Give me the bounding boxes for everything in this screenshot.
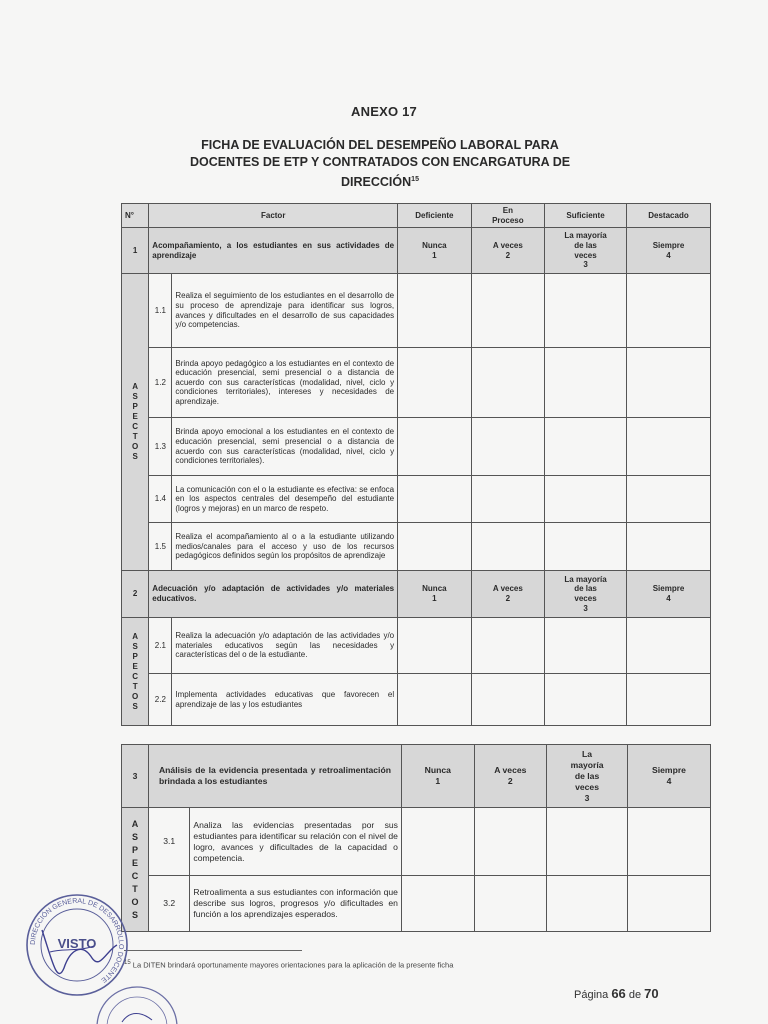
rating-cell-en-proceso[interactable] — [474, 876, 547, 932]
stamp-ring-text: DIRECCIÓN GENERAL DE DESARROLLO DOCENTE — [29, 897, 125, 984]
rating-cell-deficiente[interactable] — [401, 808, 474, 876]
scale-mayoria-value: 3 — [583, 260, 588, 270]
section-title: Análisis de la evidencia presentada y retroalimentación brindada a los estudiantes — [148, 745, 401, 808]
aspectos-letter: E — [132, 412, 138, 421]
scale-siempre — [626, 228, 710, 274]
section-number: 3 — [122, 745, 149, 808]
document-title — [150, 137, 610, 191]
scale-nunca-value: 1 — [432, 594, 437, 603]
stamp-visto-text: VISTO — [57, 936, 97, 951]
section-row-2 — [122, 571, 711, 618]
aspectos-letter: C — [132, 671, 139, 681]
scale-a-veces-label: A veces — [494, 765, 527, 775]
item-row-1-5 — [122, 523, 711, 571]
footnote — [124, 960, 453, 970]
rating-cell-en-proceso[interactable] — [471, 618, 544, 674]
rating-cell-deficiente[interactable] — [398, 274, 471, 348]
aspectos-vertical-label — [122, 618, 149, 726]
title-line-1: FICHA DE EVALUACIÓN DEL DESEMPEÑO LABORAL PARA — [201, 138, 559, 152]
rating-cell-en-proceso[interactable] — [471, 674, 544, 726]
rating-cell-destacado[interactable] — [626, 418, 710, 476]
en-proceso-line-2: Proceso — [492, 215, 524, 225]
col-num-header: N° — [122, 204, 149, 228]
rating-cell-en-proceso[interactable] — [471, 274, 544, 348]
scale-mayoria — [545, 228, 627, 274]
aspectos-letter: T — [132, 432, 138, 441]
scale-a-veces — [474, 745, 547, 808]
aspectos-letter: O — [131, 896, 139, 907]
item-code: 1.5 — [149, 523, 172, 571]
item-code: 2.2 — [149, 674, 172, 726]
rating-cell-destacado[interactable] — [627, 808, 710, 876]
item-code: 1.1 — [149, 274, 172, 348]
item-description: La comunicación con el o la estudiante es efectiva: se enfoca en los aspectos centrales del desempeño del estudiante (logros y mejoras) en un marco de respeto. — [172, 476, 398, 523]
aspectos-letter: E — [132, 661, 138, 671]
rating-cell-suficiente[interactable] — [545, 418, 627, 476]
scale-mayoria-label: La mayoría de las veces — [564, 574, 607, 603]
rating-cell-destacado[interactable] — [627, 876, 710, 932]
scale-a-veces-value: 2 — [505, 250, 511, 260]
secondary-stamp — [92, 982, 182, 1024]
aspectos-letter: O — [132, 691, 139, 701]
aspectos-letter: S — [131, 909, 138, 920]
page-of: de — [628, 989, 642, 1001]
aspectos-vertical-label — [122, 274, 149, 571]
rating-cell-en-proceso[interactable] — [471, 476, 544, 523]
rating-cell-destacado[interactable] — [626, 523, 710, 571]
header-row — [122, 204, 711, 228]
en-proceso-line-1: En — [502, 205, 513, 215]
rating-cell-deficiente[interactable] — [398, 476, 471, 523]
rating-cell-destacado[interactable] — [626, 476, 710, 523]
col-factor-header: Factor — [149, 204, 398, 228]
item-description: Realiza el acompañamiento al o a la estudiante utilizando medios/canales para el acceso y uso de los recursos pedagógicos definidos según los propósitos de aprendizaje — [172, 523, 398, 571]
rating-cell-destacado[interactable] — [626, 274, 710, 348]
footnote-divider — [124, 950, 302, 951]
page-number — [574, 986, 659, 1001]
scale-nunca — [398, 571, 471, 618]
aspectos-letter: A — [132, 631, 139, 641]
title-line-2: DOCENTES DE ETP Y CONTRATADOS CON ENCARGATURA DE — [189, 155, 571, 169]
scale-siempre — [626, 571, 710, 618]
rating-cell-suficiente[interactable] — [545, 348, 627, 418]
item-row-3-1 — [122, 808, 711, 876]
rating-cell-suficiente[interactable] — [545, 476, 627, 523]
rating-cell-destacado[interactable] — [626, 618, 710, 674]
aspectos-letter: C — [131, 870, 139, 881]
aspectos-letter: C — [132, 422, 139, 431]
aspectos-letter: S — [132, 641, 138, 651]
item-description: Implementa actividades educativas que favorecen el aprendizaje de las y los estudiantes — [172, 674, 398, 726]
rating-cell-en-proceso[interactable] — [471, 348, 544, 418]
section-number: 1 — [122, 228, 149, 274]
section-title: Acompañamiento, a los estudiantes en sus actividades de aprendizaje — [149, 228, 398, 274]
rating-cell-deficiente[interactable] — [398, 523, 471, 571]
scale-mayoria-value: 3 — [584, 792, 590, 803]
scale-siempre-value: 4 — [666, 776, 672, 786]
scale-a-veces — [471, 571, 544, 618]
item-row-2-1 — [122, 618, 711, 674]
scale-mayoria-label: La mayoría de las veces — [564, 231, 607, 260]
item-description: Retroalimenta a sus estudiantes con información que describe sus logros, progresos y/o dificultades en función a los aprendizajes esperados. — [190, 876, 402, 932]
evaluation-table-2 — [121, 744, 711, 932]
rating-cell-en-proceso[interactable] — [471, 523, 544, 571]
rating-cell-deficiente[interactable] — [398, 348, 471, 418]
rating-cell-deficiente[interactable] — [401, 876, 474, 932]
scale-mayoria — [547, 745, 628, 808]
item-row-1-4 — [122, 476, 711, 523]
col-suficiente-header: Suficiente — [545, 204, 627, 228]
item-description: Brinda apoyo emocional a los estudiantes en el contexto de educación presencial, semi presencial o a distancia de acuerdo con sus características (modalidad, nivel, ciclo y condiciones territoriales). — [172, 418, 398, 476]
scale-a-veces-label: A veces — [492, 584, 523, 594]
scale-nunca-label: Nunca — [424, 765, 451, 775]
footnote-number: 15 — [124, 960, 131, 966]
rating-cell-suficiente[interactable] — [547, 808, 628, 876]
item-description: Brinda apoyo pedagógico a los estudiantes en el contexto de educación presencial, semi presencial o a distancia de acuerdo con sus características (modalidad, nivel, ciclo y condiciones territoriales), intereses y necesidades de aprendizaje. — [172, 348, 398, 418]
item-code: 3.1 — [148, 808, 189, 876]
evaluation-table-1 — [121, 203, 711, 726]
rating-cell-deficiente[interactable] — [398, 418, 471, 476]
scale-mayoria — [545, 571, 627, 618]
col-en-proceso-header — [471, 204, 544, 228]
rating-cell-en-proceso[interactable] — [474, 808, 547, 876]
item-row-1-1 — [122, 274, 711, 348]
scale-siempre-label: Siempre — [652, 584, 685, 594]
item-row-2-2 — [122, 674, 711, 726]
item-row-1-2 — [122, 348, 711, 418]
scale-a-veces — [471, 228, 544, 274]
rating-cell-en-proceso[interactable] — [471, 418, 544, 476]
aspectos-letter: P — [131, 844, 138, 855]
title-line-3 — [150, 171, 610, 191]
item-code: 1.3 — [149, 418, 172, 476]
aspectos-letter: E — [131, 857, 138, 868]
rating-cell-suficiente[interactable] — [547, 876, 628, 932]
scale-siempre-value: 4 — [666, 594, 671, 603]
rating-cell-suficiente[interactable] — [545, 618, 627, 674]
rating-cell-suficiente[interactable] — [545, 274, 627, 348]
scale-nunca — [401, 745, 474, 808]
annex-heading: ANEXO 17 — [351, 104, 417, 119]
aspectos-letter: P — [132, 651, 138, 661]
aspectos-letter: A — [132, 382, 139, 391]
rating-cell-destacado[interactable] — [626, 674, 710, 726]
scale-nunca-value: 1 — [432, 250, 437, 260]
aspectos-letter: A — [131, 818, 139, 829]
aspectos-letter: O — [132, 442, 139, 451]
item-row-1-3 — [122, 418, 711, 476]
item-description: Realiza la adecuación y/o adaptación de las actividades y/o materiales educativos según las necesidades y características del o de la estudiante. — [172, 618, 398, 674]
rating-cell-suficiente[interactable] — [545, 523, 627, 571]
scale-a-veces-value: 2 — [507, 776, 513, 786]
scale-mayoria-label: La mayoría de las veces — [570, 748, 604, 792]
aspectos-letter: S — [132, 452, 138, 461]
scale-a-veces-label: A veces — [492, 240, 523, 250]
rating-cell-destacado[interactable] — [626, 348, 710, 418]
aspectos-letter: S — [131, 831, 138, 842]
aspectos-letter: T — [132, 883, 138, 894]
scale-siempre-value: 4 — [666, 250, 671, 260]
scale-siempre-label: Siempre — [652, 765, 686, 775]
rating-cell-deficiente[interactable] — [398, 618, 471, 674]
section-row-1 — [122, 228, 711, 274]
item-code: 3.2 — [148, 876, 189, 932]
section-title: Adecuación y/o adaptación de actividades y/o materiales educativos. — [149, 571, 398, 618]
scale-a-veces-value: 2 — [505, 594, 511, 603]
item-code: 1.4 — [149, 476, 172, 523]
aspectos-letter: P — [132, 402, 138, 411]
title-line-3-text: DIRECCIÓN — [341, 175, 412, 190]
scale-nunca — [398, 228, 471, 274]
item-code: 2.1 — [149, 618, 172, 674]
aspectos-letter: S — [132, 392, 138, 401]
aspectos-letter: T — [132, 681, 138, 691]
aspectos-letter: S — [132, 701, 138, 711]
scale-nunca-label: Nunca — [422, 584, 447, 594]
scale-siempre — [627, 745, 710, 808]
scale-nunca-value: 1 — [435, 776, 441, 786]
title-footnote-ref: 15 — [411, 176, 419, 183]
item-description: Realiza el seguimiento de los estudiantes en el desarrollo de su proceso de aprendizaje para identificar sus logros, avances y dificultades en el desarrollo de sus capacidades y/o competencias. — [172, 274, 398, 348]
section-row-3 — [122, 745, 711, 808]
section-number: 2 — [122, 571, 149, 618]
col-deficiente-header: Deficiente — [398, 204, 471, 228]
footnote-text: La DITEN brindará oportunamente mayores orientaciones para la aplicación de la presente ficha — [132, 960, 454, 970]
scale-nunca-label: Nunca — [422, 240, 447, 250]
scale-mayoria-value: 3 — [583, 603, 588, 613]
page-current: 66 — [611, 986, 626, 1001]
col-destacado-header: Destacado — [626, 204, 710, 228]
item-row-3-2 — [122, 876, 711, 932]
scale-siempre-label: Siempre — [652, 240, 685, 250]
rating-cell-deficiente[interactable] — [398, 674, 471, 726]
rating-cell-suficiente[interactable] — [545, 674, 627, 726]
item-code: 1.2 — [149, 348, 172, 418]
item-description: Analiza las evidencias presentadas por sus estudiantes para identificar su relación con el nivel de logro, avances y dificultades de la capacidad o competencia. — [190, 808, 402, 876]
page-total: 70 — [644, 986, 659, 1001]
page-prefix: Página — [574, 989, 609, 1001]
